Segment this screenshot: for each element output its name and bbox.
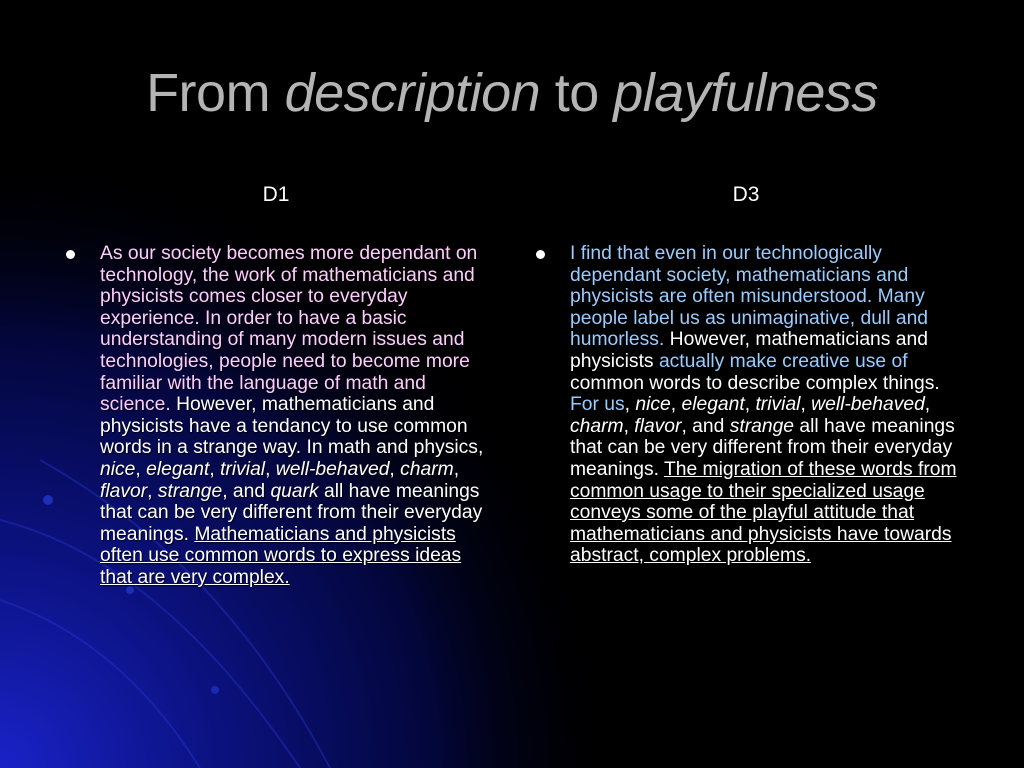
separator: , — [265, 458, 276, 480]
left-term-nice: nice — [100, 458, 136, 480]
left-term-well-behaved: well-behaved — [275, 458, 390, 480]
separator: , — [389, 458, 401, 480]
right-term-flavor: flavor — [634, 415, 682, 437]
right-text-3: all have meanings that can be very different from their everyday meanings. — [570, 415, 955, 480]
right-term-nice: nice — [635, 394, 671, 416]
right-term-elegant: elegant — [681, 394, 745, 416]
left-term-quark: quark — [270, 480, 319, 502]
left-column-heading: D1 — [262, 183, 290, 206]
separator: , and — [222, 480, 271, 502]
left-column-text — [100, 243, 492, 589]
separator: , — [670, 394, 682, 416]
right-blue-text-2: actually make creative use of — [658, 350, 908, 372]
bullet-icon — [536, 250, 545, 259]
separator: , — [624, 394, 636, 416]
left-text-2: all have meanings that can be very different from their everyday meanings. — [100, 480, 483, 545]
title-part-2: description — [284, 63, 541, 123]
title-part-4: playfulness — [613, 63, 878, 123]
right-underlined-text: The migration of these words from common usage to their specialized usage conveys some of the playful attitude that mathematicians and physicists have towards abstract, complex problems. — [570, 458, 957, 567]
title-part-1: From — [146, 63, 285, 123]
left-pink-text: As our society becomes more dependant on technology, the work of mathematicians and physicists comes closer to everyday experience. In order to have a basic understanding of many modern issues and technologies, people need to become more familiar with the language of math and science. — [100, 243, 478, 416]
right-column-text — [570, 243, 962, 567]
right-term-well-behaved: well-behaved — [811, 394, 925, 416]
slide-title — [0, 62, 1024, 124]
right-text-2: common words to describe complex things. — [570, 372, 940, 394]
separator: , — [209, 458, 221, 480]
left-term-elegant: elegant — [146, 458, 210, 480]
left-underlined-text: Mathematicians and physicists often use common words to express ideas that are very complex. — [100, 523, 462, 588]
separator: , — [924, 394, 931, 416]
left-term-charm: charm — [400, 458, 454, 480]
left-term-flavor: flavor — [100, 480, 148, 502]
right-term-trivial: trivial — [755, 394, 801, 416]
right-blue-text-3: For us — [570, 394, 625, 416]
bullet-icon — [66, 250, 75, 259]
separator: , — [135, 458, 147, 480]
left-text-1: However, mathematicians and physicists have a tendancy to use common words in a strange way. In math and physics, — [100, 394, 484, 459]
separator: , — [623, 415, 635, 437]
left-term-trivial: trivial — [220, 458, 266, 480]
separator: , — [744, 394, 756, 416]
right-text-1: However, mathematicians and physicists — [570, 329, 928, 372]
separator: , — [800, 394, 812, 416]
separator: , and — [681, 415, 730, 437]
right-column-heading: D3 — [732, 183, 760, 206]
separator: , — [453, 458, 460, 480]
right-term-strange: strange — [729, 415, 795, 437]
left-term-strange: strange — [157, 480, 223, 502]
separator: , — [147, 480, 158, 502]
right-blue-text-1: I find that even in our technologically dependant society, mathematicians and physicists are often misunderstood. Many people label us as unimaginative, dull and humorless. — [570, 243, 929, 351]
right-term-charm: charm — [570, 415, 624, 437]
title-part-3: to — [540, 63, 614, 123]
